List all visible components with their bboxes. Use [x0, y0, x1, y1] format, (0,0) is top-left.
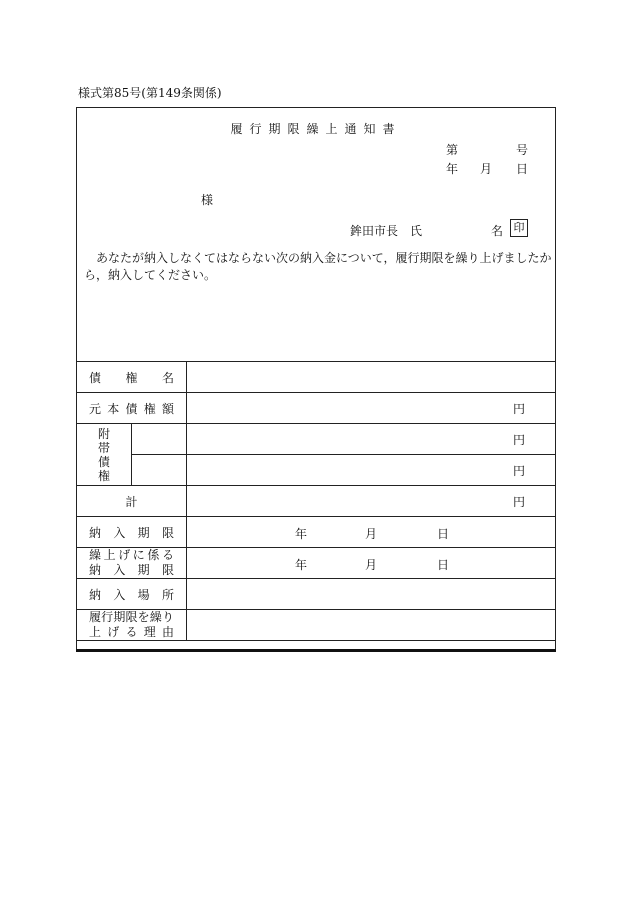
row-label [77, 517, 187, 548]
label-char: 上 [103, 548, 116, 562]
table-row [77, 393, 556, 424]
label-char: 行 [101, 610, 114, 624]
label-char: 上 [89, 625, 102, 639]
label-char: 本 [107, 401, 120, 416]
date-day-label: 日 [516, 162, 529, 176]
table-row [77, 548, 556, 579]
label-line [89, 625, 174, 640]
label-char: 権 [143, 401, 156, 416]
sub-item-cell [132, 455, 187, 486]
label-char: に [132, 548, 145, 562]
amount-unit: 円 [187, 486, 556, 517]
label-line [89, 548, 174, 563]
sub-item-cell [132, 424, 187, 455]
label-char: 入 [113, 563, 126, 577]
date-year-label: 年 [446, 162, 459, 176]
label-char: 由 [161, 625, 174, 639]
group-label-char: 帯 [97, 440, 110, 455]
label-char: 納 [89, 587, 102, 602]
date-month: 月 [365, 527, 378, 541]
label-char: 期 [137, 563, 150, 577]
date-cell [187, 517, 556, 548]
label-char: 限 [125, 610, 138, 624]
label-char: げ [118, 548, 131, 562]
label-spread [83, 610, 180, 640]
value-cell [187, 362, 556, 393]
label-char: る [161, 548, 174, 562]
label-char: る [125, 625, 138, 639]
table-row [77, 424, 556, 455]
label-char: げ [107, 625, 120, 639]
document-title: 履行期限繰上通知書 [230, 122, 402, 136]
value-cell [187, 610, 556, 641]
date-year: 年 [295, 527, 308, 541]
row-label [77, 362, 187, 393]
label-char: 係 [147, 548, 160, 562]
total-label: 計 [77, 486, 187, 517]
label-spread [83, 400, 180, 417]
issuer-name: 鉾田市長 氏 [350, 224, 423, 238]
notice-body: あなたが納入しなくてはならない次の納入金について，履行期限を繰り上げましたから，納入してください。 [84, 251, 552, 282]
value-cell [187, 579, 556, 610]
row-label [77, 393, 187, 424]
label-char: 債 [125, 401, 138, 416]
amount-unit: 円 [187, 424, 556, 455]
date-day: 日 [437, 527, 450, 541]
group-label-char: 債 [97, 454, 110, 469]
form-reference: 様式第85号(第149条関係) [78, 86, 222, 100]
row-label [77, 548, 187, 579]
amount-unit: 円 [187, 455, 556, 486]
label-char: 納 [89, 563, 102, 577]
bottom-rule [76, 649, 556, 652]
date-year: 年 [295, 558, 308, 572]
label-char: 額 [161, 401, 174, 416]
label-char: 債 [89, 370, 102, 385]
label-line [89, 610, 174, 625]
label-char: 入 [113, 525, 126, 540]
label-line [89, 563, 174, 578]
table-row [77, 517, 556, 548]
date-cell [187, 548, 556, 579]
label-spread [83, 548, 180, 578]
group-label-char: 権 [97, 468, 110, 483]
label-spread [83, 524, 180, 541]
number-prefix: 第 [446, 143, 459, 157]
label-char: 権 [125, 370, 138, 385]
label-spread [83, 586, 180, 603]
label-char: 限 [161, 525, 174, 540]
label-char: 履 [89, 610, 102, 624]
amount-unit: 円 [187, 393, 556, 424]
label-char: 理 [143, 625, 156, 639]
label-char: 期 [113, 610, 126, 624]
table-row [77, 362, 556, 393]
issuer-name-end: 名 [491, 224, 504, 238]
date-day: 日 [437, 558, 450, 572]
row-label [77, 610, 187, 641]
number-suffix: 号 [516, 143, 529, 157]
group-label-char: 附 [97, 426, 110, 441]
label-char: 繰 [89, 548, 102, 562]
label-char: 元 [89, 401, 102, 416]
label-char: 期 [137, 525, 150, 540]
table-row [77, 455, 556, 486]
label-spread [83, 369, 180, 386]
row-label [77, 579, 187, 610]
addressee-suffix: 様 [201, 193, 214, 207]
label-char: 納 [89, 525, 102, 540]
seal-mark: 印 [510, 219, 528, 237]
label-char: 入 [113, 587, 126, 602]
date-month: 月 [365, 558, 378, 572]
group-label [77, 424, 132, 486]
table-row [77, 579, 556, 610]
label-char: 限 [161, 563, 174, 577]
label-char: 場 [137, 587, 150, 602]
label-char: 繰 [149, 610, 162, 624]
table-row [77, 610, 556, 641]
details-table [76, 361, 556, 641]
label-char: 名 [161, 370, 174, 385]
date-month-label: 月 [480, 162, 493, 176]
label-char: 所 [161, 587, 174, 602]
group-label-text [77, 427, 131, 483]
label-char: を [137, 610, 150, 624]
label-char: り [161, 610, 174, 624]
table-row [77, 486, 556, 517]
